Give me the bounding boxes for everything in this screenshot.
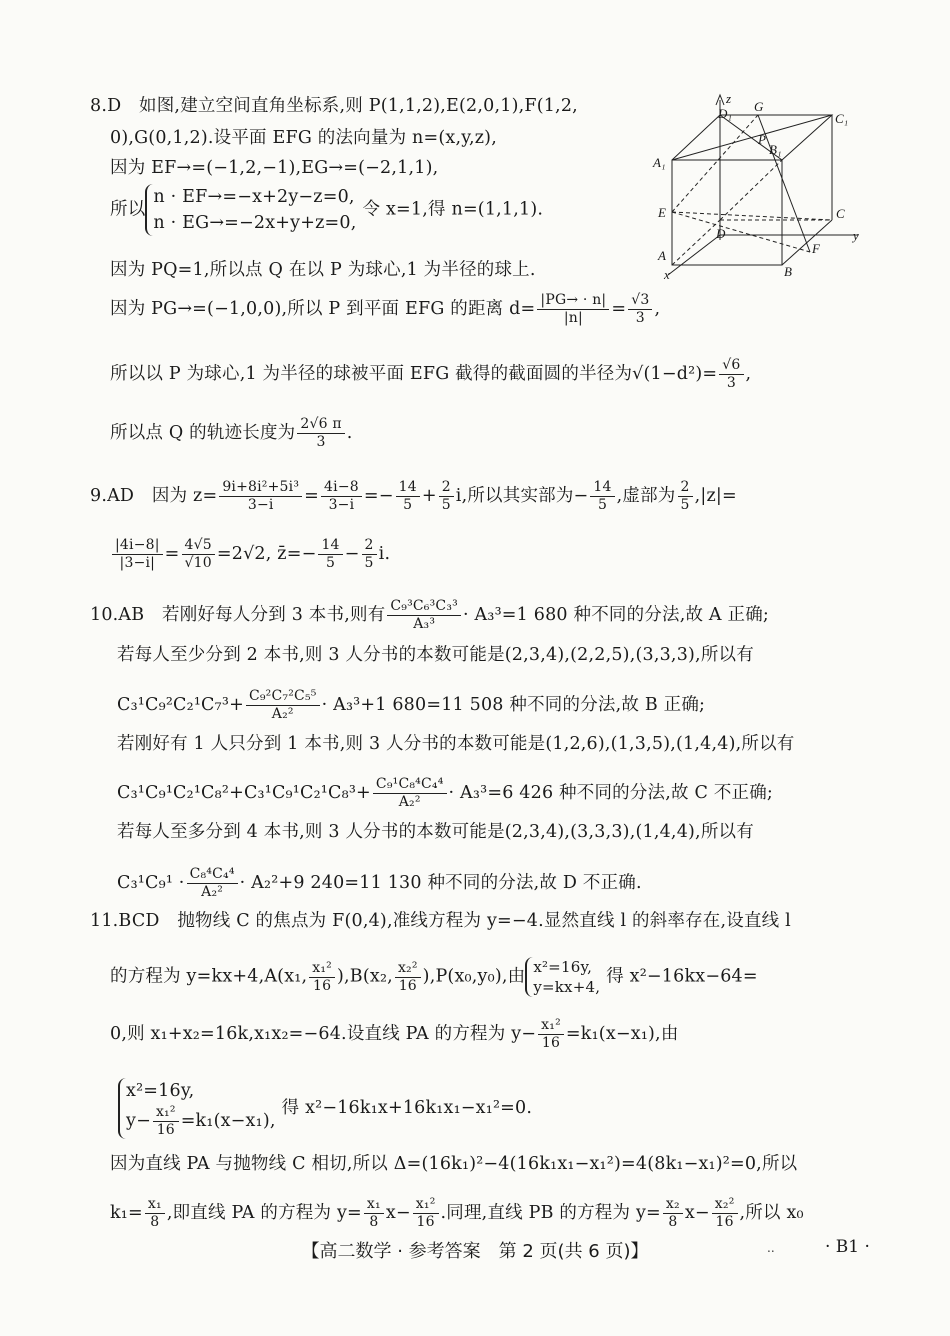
fraction: $\frac{√6}{3}$ — [719, 357, 743, 392]
fraction: $\frac{4√5}{√10}$ — [182, 537, 215, 572]
fraction: $\frac{|4i-8|}{|3-i|}$ — [112, 537, 163, 572]
q9-line-2: $\frac{|4i-8|}{|3-i|}$ = $\frac{4√5}{√10}$ =2√2, z̄=− $\frac{14}{5}$ − $\frac{2}{5}$ i. — [110, 537, 390, 572]
q8-line-4: 所以 n · EF→=−x+2y−z=0, n · EG→=−2x+y+z=0, 令 x=1,得 n=(1,1,1). — [110, 184, 543, 236]
label-z: z — [726, 91, 732, 106]
q9-line-1: 9.AD 因为 z= $\frac{\text{9i+8i²+5i³}}{3-i}$ = $\frac{4i-8}{3-i}$ =− $\frac{14}{5}$ + $\frac{2}{5}$ i,所以其实部为− $\frac{14}{5}$ ,虚部为 $\frac{2}{5}$ ,|z|= — [90, 479, 737, 513]
fraction: $\frac{\text{x₁²}}{16}$ — [413, 1196, 439, 1231]
q11-line-3: 0,则 x₁+x₂=16k,x₁x₂=−64.设直线 PA 的方程为 y− $\frac{\text{x₁²}}{16}$ =k₁(x−x₁),由 — [110, 1017, 679, 1051]
label-y: y — [853, 228, 859, 243]
q8-line-1: 8.D 如图,建立空间直角坐标系,则 P(1,1,2),E(2,0,1),F(1,2, — [90, 96, 578, 116]
fraction: $\frac{\text{x₁}}{8}$ — [145, 1196, 165, 1231]
d-to-b1-line — [720, 160, 782, 220]
fraction: $\frac{\text{x₁²}}{16}$ — [153, 1104, 179, 1139]
q11-line-1: 11.BCD 抛物线 C 的焦点为 F(0,4),准线方程为 y=−4.显然直线 l 的斜率存在,设直线 l — [90, 911, 791, 931]
q10-line-1: 10.AB 若刚好每人分到 3 本书,则有 $\frac{\text{C₉³C₆³C₃³}}{\text{A₃³}}$ · A₃³=1 680 种不同的分法,故 A 正确; — [90, 598, 770, 632]
q8-line-5: 因为 PQ=1,所以点 Q 在以 P 为球心,1 为半径的球上. — [110, 260, 536, 280]
fraction: $\frac{14}{5}$ — [396, 479, 420, 514]
x-axis — [668, 235, 720, 275]
a-to-d-line — [672, 220, 720, 265]
fraction: $\frac{\text{C₉³C₆³C₃³}}{\text{A₃³}}$ — [387, 598, 461, 633]
fraction: $\frac{2}{5}$ — [362, 537, 377, 572]
fraction: $\frac{2√6 \pi}{3}$ — [297, 416, 344, 451]
fraction: $\frac{|PG\to \cdot n|}{|n|}$ — [537, 292, 609, 327]
footer-mark: .. — [767, 1241, 775, 1255]
label-g: G — [754, 99, 764, 114]
fraction: $\frac{\text{x₂²}}{16}$ — [395, 960, 421, 995]
q10-line-7: C₃¹C₉¹ · $\frac{\text{C₈⁴C₄⁴}}{\text{A₂²}}$ · A₂²+9 240=11 130 种不同的分法,故 D 不正确. — [117, 866, 642, 900]
equation-system: x²=16y, y− $\frac{\text{x₁²}}{16}$ =k₁(x−x₁), — [118, 1078, 276, 1139]
fraction: $\frac{\text{C₉¹C₈⁴C₄⁴}}{\text{A₂²}}$ — [373, 776, 447, 811]
fraction: $\frac{14}{5}$ — [318, 537, 342, 572]
q11-line-2: 的方程为 y=kx+4,A(x₁, $\frac{\text{x₁²}}{16}$ ),B(x₂, $\frac{\text{x₂²}}{16}$ ),P(x₀,y₀),由 x²=16y, y=kx+4, 得 x²−16kx−64= — [110, 958, 758, 996]
label-p: P — [758, 132, 766, 147]
fraction: $\frac{\text{x₁²}}{16}$ — [538, 1017, 564, 1052]
exam-code: · B1 · — [825, 1237, 870, 1257]
fraction: $\frac{2}{5}$ — [439, 479, 454, 514]
label-a1: A₁ — [653, 155, 666, 170]
label-b1: B₁ — [769, 142, 782, 157]
label-a: A — [658, 248, 666, 263]
fraction: $\frac{\text{9i+8i²+5i³}}{3-i}$ — [219, 479, 302, 514]
fraction: $\frac{2}{5}$ — [678, 479, 693, 514]
label-f: F — [812, 241, 820, 256]
label-d1: D₁ — [718, 106, 732, 121]
fraction: $\frac{√3}{3}$ — [628, 292, 652, 327]
page-footer: 【高二数学 · 参考答案 第 2 页(共 6 页)】 — [301, 1241, 649, 1262]
fraction: $\frac{\text{x₂²}}{16}$ — [712, 1196, 738, 1231]
label-x: x — [664, 267, 670, 280]
fraction: $\frac{\text{x₁²}}{16}$ — [309, 960, 335, 995]
label-e: E — [658, 205, 666, 220]
e-to-g-line — [672, 115, 758, 212]
q11-line-6: k₁= $\frac{\text{x₁}}{8}$ ,即直线 PA 的方程为 y= $\frac{\text{x₁}}{8}$ x− $\frac{\text{x₁²}}{16}$ .同理,直线 PB 的方程为 y= $\frac{\text{x₂}}{8}$ x− $\frac{\text{x₂²}}{16}$ ,所以 x₀ — [110, 1196, 804, 1230]
label-c: C — [836, 206, 845, 221]
fraction: $\frac{\text{x₁}}{8}$ — [364, 1196, 384, 1231]
q11-line-4: x²=16y, y− $\frac{\text{x₁²}}{16}$ =k₁(x−x₁), 得 x²−16k₁x+16k₁x₁−x₁²=0. — [118, 1078, 532, 1139]
q8-line-8: 所以点 Q 的轨迹长度为 $\frac{2√6 \pi}{3}$ . — [110, 416, 353, 450]
q8-line-3: 因为 EF→=(−1,2,−1),EG→=(−2,1,1), — [110, 158, 439, 178]
label-d: D — [716, 226, 726, 241]
q10-line-6: 若每人至多分到 4 本书,则 3 人分书的本数可能是(2,3,4),(3,3,3),(1,4,4),所以有 — [117, 822, 754, 842]
fraction: $\frac{\text{C₉²C₇²C₅⁵}}{\text{A₂²}}$ — [246, 688, 320, 723]
q8-line-7: 所以以 P 为球心,1 为半径的球被平面 EFG 截得的截面圆的半径为√(1−d²)= $\frac{√6}{3}$ , — [110, 357, 752, 391]
q10-line-4: 若刚好有 1 人只分到 1 本书,则 3 人分书的本数可能是(1,2,6),(1,3,5),(1,4,4),所以有 — [117, 734, 795, 754]
cube-bottom-right-edge — [782, 220, 832, 265]
q11-line-5: 因为直线 PA 与抛物线 C 相切,所以 Δ=(16k₁)²−4(16k₁x₁−x₁²)=4(8k₁−x₁)²=0,所以 — [110, 1154, 798, 1174]
fraction: $\frac{\text{C₈⁴C₄⁴}}{\text{A₂²}}$ — [187, 866, 238, 901]
fraction: $\frac{\text{x₂}}{8}$ — [663, 1196, 683, 1231]
q10-line-5: C₃¹C₉¹C₂¹C₈²+C₃¹C₉¹C₂¹C₈³+ $\frac{\text{C₉¹C₈⁴C₄⁴}}{\text{A₂²}}$ · A₃³=6 426 种不同的分法,故 C 不正确; — [117, 776, 774, 810]
coordinate-cube-figure — [650, 90, 870, 280]
equation-system: n · EF→=−x+2y−z=0, n · EG→=−2x+y+z=0, — [145, 184, 356, 236]
label-c1: C₁ — [835, 111, 849, 126]
q10-line-3: C₃¹C₉²C₂¹C₇³+ $\frac{\text{C₉²C₇²C₅⁵}}{\text{A₂²}}$ · A₃³+1 680=11 508 种不同的分法,故 B 正确; — [117, 688, 706, 722]
label-b: B — [784, 264, 792, 279]
q8-line-2: 0),G(0,1,2).设平面 EFG 的法向量为 n=(x,y,z), — [110, 128, 497, 148]
fraction: $\frac{4i-8}{3-i}$ — [321, 479, 362, 514]
q8-line-6: 因为 PG→=(−1,0,0),所以 P 到平面 EFG 的距离 d= $\frac{|PG\to \cdot n|}{|n|}$ = $\frac{√3}{3}$ , — [110, 292, 661, 326]
equation-system: x²=16y, y=kx+4, — [525, 957, 600, 997]
fraction: $\frac{14}{5}$ — [590, 479, 614, 514]
q10-line-2: 若每人至少分到 2 本书,则 3 人分书的本数可能是(2,3,4),(2,2,5),(3,3,3),所以有 — [117, 645, 754, 665]
